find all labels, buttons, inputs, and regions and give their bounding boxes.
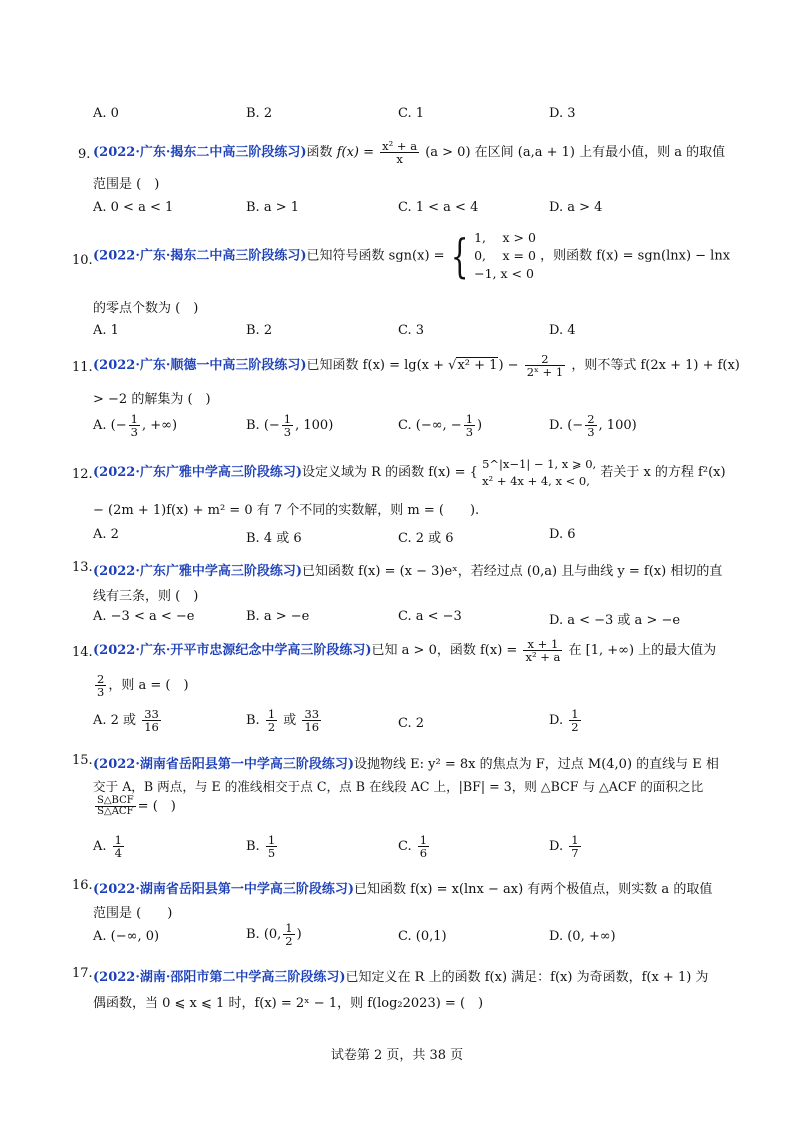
q16-option-c: C. (0,1) (398, 929, 447, 944)
q17-source: (2022·湖南·邵阳市第二中学高三阶段练习) (93, 970, 346, 985)
q13-source: (2022·广东广雅中学高三阶段练习) (93, 564, 303, 579)
q14-source: (2022·广东·开平市忠源纪念中学高三阶段练习) (93, 643, 372, 659)
q15-number: 15. (72, 753, 93, 768)
q11-line-1: (2022·广东·顺德一中高三阶段练习)已知函数 f(x) = lg(x + √x² + 1) − $\frac{2}{\text{2ˣ + 1}}$ ，则不等式 f(2x + 1) + f(x) (93, 352, 740, 380)
q13-number: 13. (72, 560, 93, 575)
page-footer: 试卷第 2 页，共 38 页 (330, 1048, 464, 1063)
q8-option-c: C. 1 (398, 106, 425, 121)
q10-line-1: (2022·广东·揭东二中高三阶段练习)已知符号函数 sgn(x) = { 1, x > 0 0, x = 0 −1, x < 0 ，则函数 f(x) = sgn(lnx) − lnx (93, 229, 731, 284)
q16-number: 16. (72, 878, 93, 893)
q9-option-d: D. a > 4 (549, 200, 603, 215)
q14-line-2: $\frac{2}{3}$ ，则 a = ( ) (97, 672, 189, 700)
left-brace: { (450, 229, 469, 284)
q15-option-b: B. $\frac{1}{5}$ (246, 833, 276, 861)
q8-option-a: A. 0 (93, 106, 119, 121)
q10-option-a: A. 1 (93, 323, 119, 338)
q16-option-b: B. (0, $\frac{1}{2}$ ) (246, 921, 302, 949)
q9-option-c: C. 1 < a < 4 (398, 200, 479, 215)
q13-option-a: A. −3 < a < −e (93, 609, 195, 624)
q11-number: 11. (72, 360, 93, 375)
q15-option-c: C. $\frac{1}{6}$ (398, 833, 428, 861)
q10-line-2: 的零点个数为 ( ) (93, 301, 199, 316)
q15-option-d: D. $\frac{1}{7}$ (549, 833, 579, 861)
q9-option-b: B. a > 1 (246, 200, 299, 215)
q12-option-b: B. 4 或 6 (246, 531, 302, 546)
q10-option-c: C. 3 (398, 323, 425, 338)
q11-option-b: B. (− $\frac{1}{3}$ , 100) (246, 412, 334, 440)
q14-option-d: D. $\frac{1}{2}$ (549, 707, 579, 735)
q12-line-1: (2022·广东广雅中学高三阶段练习)设定义域为 R 的函数 f(x) = { 5^|x−1| − 1, x ⩾ 0, x² + 4x + 4, x < 0, 若关于 x 的方程 f²(x) (93, 457, 726, 488)
q14-option-a: A. 2 或 $\frac{33}{16}$ (93, 707, 159, 735)
q16-line-2: 范围是 ( ) (93, 906, 173, 921)
q9-line-1: (2022·广东·揭东二中高三阶段练习)函数 f(x) = $\frac{\text{x² + a}}{x}$ (a > 0) 在区间 (a,a + 1) 上有最小值，则 a 的取值 (93, 139, 726, 167)
q15-line-2: 交于 A，B 两点，与 E 的准线相交于点 C，点 B 在线段 AC 上，|BF| = 3，则 △BCF 与 △ACF 的面积之比 (93, 779, 704, 794)
q10-option-b: B. 2 (246, 323, 273, 338)
q14-line-1: (2022·广东·开平市忠源纪念中学高三阶段练习)已知 a > 0，函数 f(x) = $\frac{x + 1}{\text{x² + a}}$ 在 [1, +∞) 上的最大值为 (93, 637, 717, 665)
q11-option-d: D. (− $\frac{2}{3}$ , 100) (549, 412, 637, 440)
q11-option-a: A. (− $\frac{1}{3}$ , +∞) (93, 412, 178, 440)
q14-fraction: $\frac{x + 1}{\text{x² + a}}$ (525, 637, 561, 665)
q8-option-d: D. 3 (549, 106, 576, 121)
q10-cases: 1, x > 0 0, x = 0 −1, x < 0 (474, 230, 536, 282)
q14-number: 14. (72, 645, 93, 660)
q13-line-1: (2022·广东广雅中学高三阶段练习)已知函数 f(x) = (x − 3)eˣ，若经过点 (0,a) 且与曲线 y = f(x) 相切的直 (93, 564, 723, 579)
q12-cases: 5^|x−1| − 1, x ⩾ 0, x² + 4x + 4, x < 0, (482, 457, 597, 488)
q9-fraction: $\frac{\text{x² + a}}{x}$ (382, 139, 418, 167)
q9-source: (2022·广东·揭东二中高三阶段练习) (93, 145, 307, 161)
q10-source: (2022·广东·揭东二中高三阶段练习) (93, 248, 307, 264)
q17-line-1: (2022·湖南·邵阳市第二中学高三阶段练习)已知定义在 R 上的函数 f(x) 满足：f(x) 为奇函数，f(x + 1) 为 (93, 970, 709, 985)
q8-option-b: B. 2 (246, 106, 273, 121)
q12-line-2: − (2m + 1)f(x) + m² = 0 有 7 个不同的实数解，则 m = ( ). (93, 503, 480, 518)
sqrt-symbol: √ (448, 358, 457, 374)
q9-number: 9. (78, 147, 91, 162)
q9-line-2: 范围是 ( ) (93, 177, 160, 192)
q13-option-d: D. a < −3 或 a > −e (549, 613, 681, 628)
q14-option-c: C. 2 (398, 716, 425, 731)
q16-option-a: A. (−∞, 0) (93, 929, 160, 944)
q16-line-1: (2022·湖南省岳阳县第一中学高三阶段练习)已知函数 f(x) = x(lnx − ax) 有两个极值点，则实数 a 的取值 (93, 882, 713, 897)
q11-source: (2022·广东·顺德一中高三阶段练习) (93, 358, 307, 374)
q17-number: 17. (72, 966, 93, 981)
q16-option-d: D. (0, +∞) (549, 929, 616, 944)
q14-option-b: B. $\frac{1}{2}$ 或 $\frac{33}{16}$ (246, 707, 320, 735)
q15-line-1: (2022·湖南省岳阳县第一中学高三阶段练习)设抛物线 E: y² = 8x 的焦点为 F，过点 M(4,0) 的直线与 E 相 (93, 757, 719, 772)
q11-line-2: > −2 的解集为 ( ) (93, 392, 211, 407)
q12-option-a: A. 2 (93, 527, 119, 542)
q11-option-c: C. (−∞, − $\frac{1}{3}$ ) (398, 412, 483, 440)
q10-number: 10. (72, 253, 93, 268)
q16-source: (2022·湖南省岳阳县第一中学高三阶段练习) (93, 882, 355, 897)
q12-source: (2022·广东广雅中学高三阶段练习) (93, 465, 303, 481)
q13-option-c: C. a < −3 (398, 609, 462, 624)
q17-line-2: 偶函数，当 0 ⩽ x ⩽ 1 时，f(x) = 2ˣ − 1，则 f(log₂2023) = ( ) (93, 996, 484, 1011)
q15-option-a: A. $\frac{1}{4}$ (93, 833, 122, 861)
q12-option-d: D. 6 (549, 527, 576, 542)
q10-option-d: D. 4 (549, 323, 576, 338)
q12-number: 12. (72, 467, 93, 482)
q13-option-b: B. a > −e (246, 609, 310, 624)
q9-option-a: A. 0 < a < 1 (93, 200, 174, 215)
q12-option-c: C. 2 或 6 (398, 531, 454, 546)
q15-source: (2022·湖南省岳阳县第一中学高三阶段练习) (93, 757, 355, 772)
q15-line-3: $\frac{\text{S△BCF}}{\text{S△ACF}}$ = ( ) (97, 794, 176, 817)
q13-line-2: 线有三条，则 ( ) (93, 589, 199, 604)
q11-fraction: $\frac{2}{\text{2ˣ + 1}}$ (526, 352, 564, 380)
